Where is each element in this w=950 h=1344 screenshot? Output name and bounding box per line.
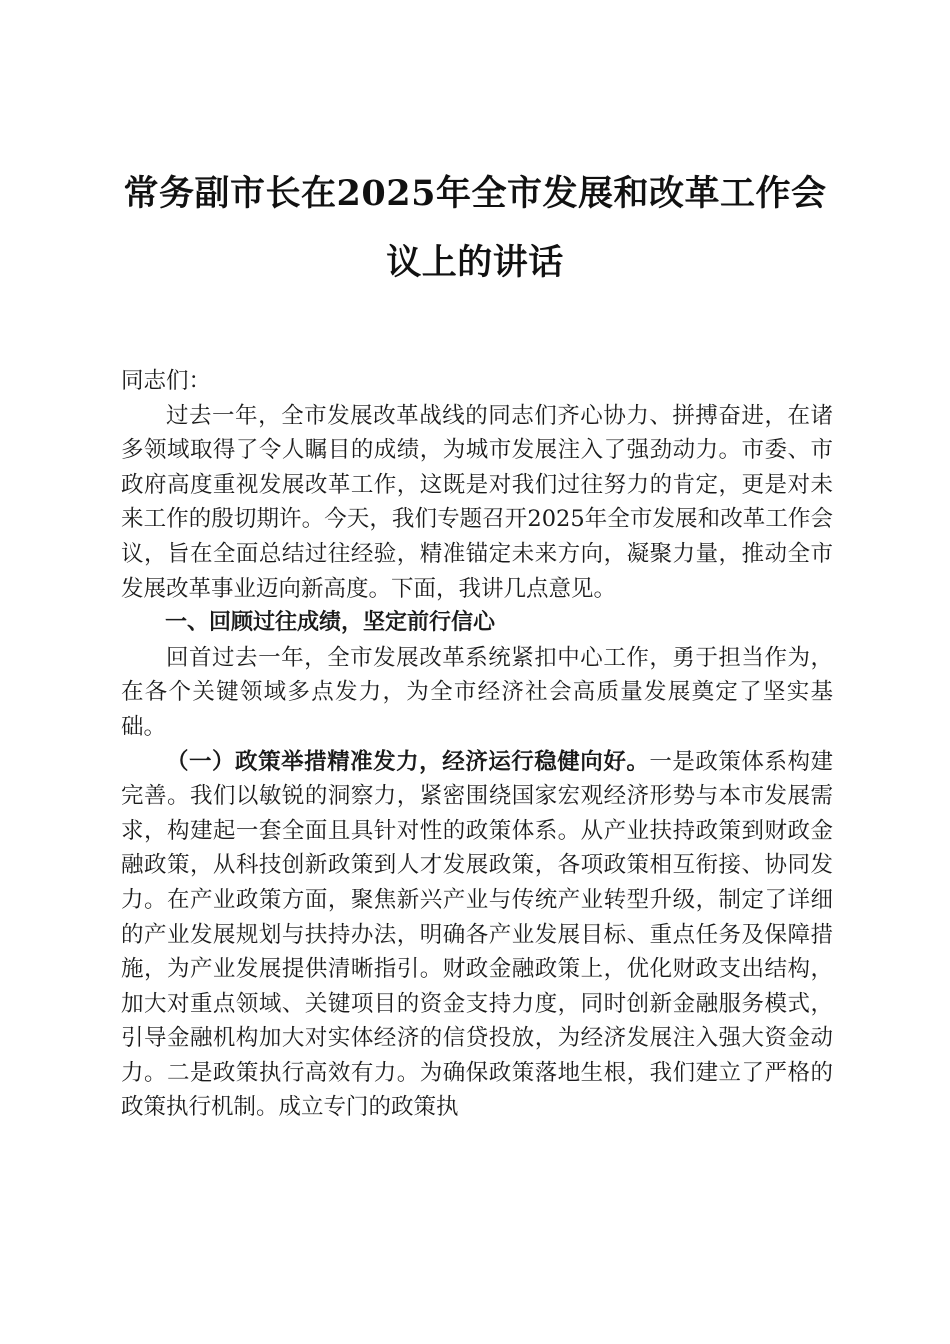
intro-paragraph: 过去一年，全市发展改革战线的同志们齐心协力、拼搏奋进，在诸多领域取得了令人瞩目的成绩，为城市发展注入了强劲动力。市委、市政府高度重视发展改革工作，这既是对我们过往努力的肯定，更是对未来工作的殷切期许。今天，我们专题召开2025年全市发展和改革工作会议，旨在全面总结过往经验，精准锚定未来方向，凝聚力量，推动全市发展改革事业迈向新高度。下面，我讲几点意见。 (121, 402, 833, 602)
section1-heading: 一、回顾过往成绩，坚定前行信心 (165, 610, 496, 636)
section1-paragraph: 回首过去一年，全市发展改革系统紧扣中心工作，勇于担当作为，在各个关键领域多点发力，为全市经济社会高质量发展奠定了坚实基础。 (121, 644, 833, 740)
document-title-line1: 常务副市长在2025年全市发展和改革工作会 (123, 173, 827, 214)
subsection1-paragraph (121, 745, 833, 1126)
document-title-line2: 议上的讲话 (386, 242, 564, 283)
salutation: 同志们： (121, 368, 212, 394)
document-body (121, 364, 833, 1125)
subsection1-text: 一是政策体系构建完善。我们以敏锐的洞察力，紧密围绕国家宏观经济形势与本市发展需求，构建起一套全面且具针对性的政策体系。从产业扶持政策到财政金融政策，从科技创新政策到人才发展政策，各项政策相互衔接、协同发力。在产业政策方面，聚焦新兴产业与传统产业转型升级，制定了详细的产业发展规划与扶持办法，明确各产业发展目标、重点任务及保障措施，为产业发展提供清晰指引。财政金融政策上，优化财政支出结构，加大对重点领域、关键项目的资金支持力度，同时创新金融服务模式，引导金融机构加大对实体经济的信贷投放，为经济发展注入强大资金动力。二是政策执行高效有力。为确保政策落地生根，我们建立了严格的政策执行机制。成立专门的政策执 (121, 748, 833, 1121)
subsection1-heading: （一）政策举措精准发力，经济运行稳健向好。 (166, 748, 650, 775)
